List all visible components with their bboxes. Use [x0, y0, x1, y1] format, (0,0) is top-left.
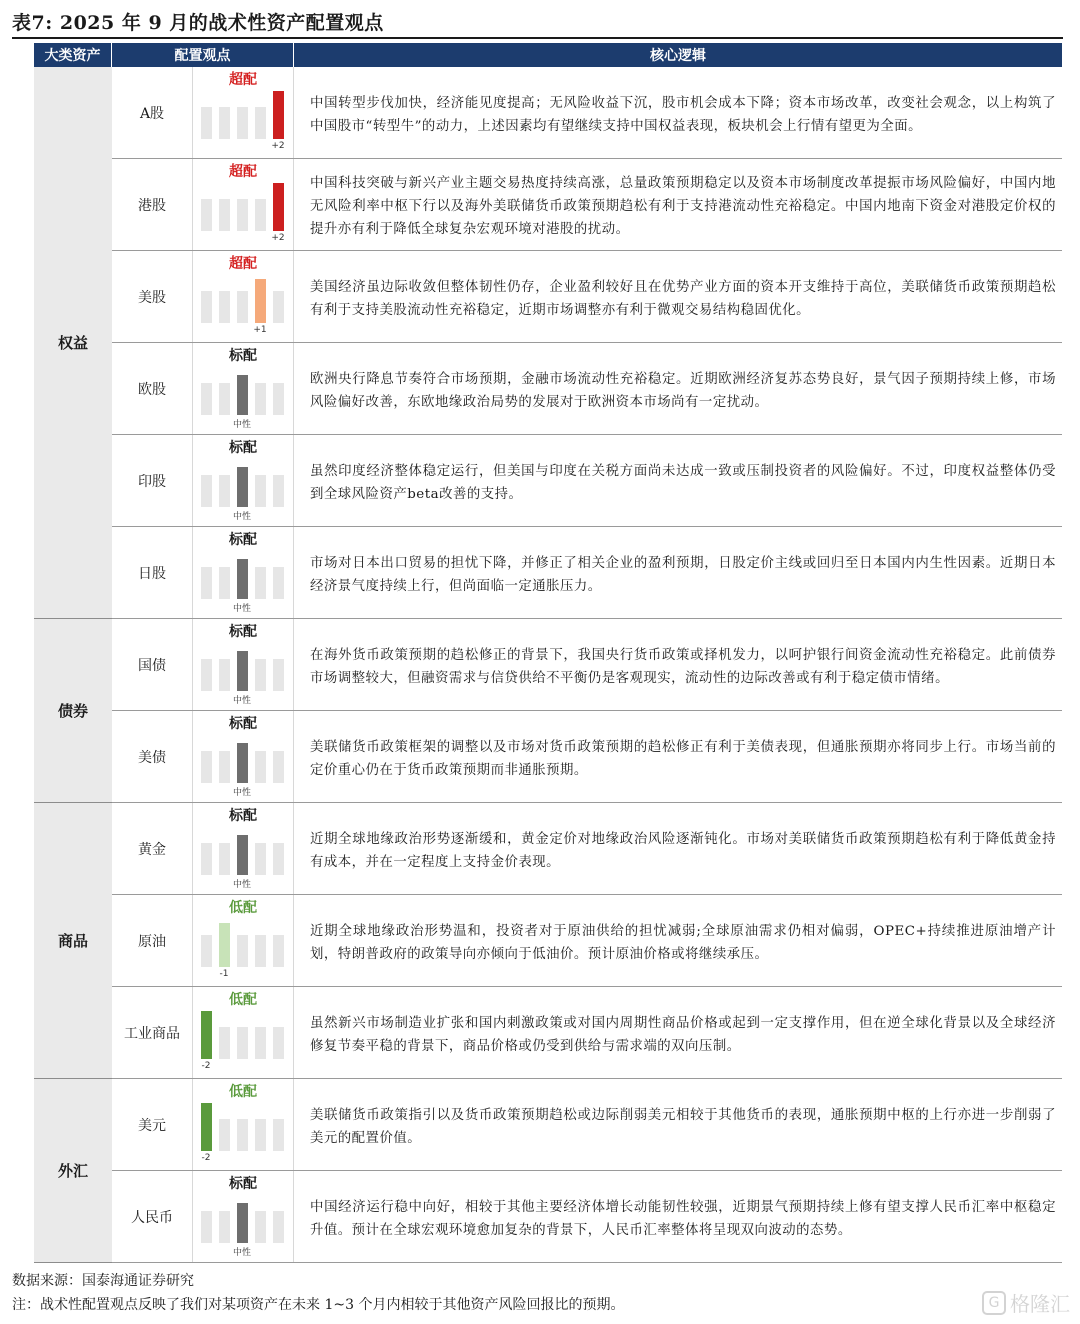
core-logic-paragraph: 美国经济虽边际收敛但整体韧性仍存，企业盈利较好且在优势产业方面的资本开支维持于高位，美联储货币政策预期趋松有利于支持美股流动性充裕稳定，近期市场调整亦有利于微观交易结构稳固优化。	[310, 279, 1056, 318]
table-row	[112, 711, 1062, 803]
score-bar-active	[201, 1011, 212, 1059]
core-logic-text	[294, 803, 1062, 894]
table-row	[112, 803, 1062, 895]
score-bar-active	[255, 279, 266, 323]
asset-name: 港股	[138, 197, 166, 214]
score-bars	[193, 825, 293, 890]
core-logic-paragraph: 虽然新兴市场制造业扩张和国内刺激政策或对国内周期性商品价格或起到一定支撑作用，但在逆全球化背景以及全球经济修复节奏平稳的背景下，商品价格或仍受到供给与需求端的双向压制。	[310, 1015, 1056, 1054]
asset-name: 原油	[138, 933, 166, 950]
score-bar	[273, 935, 284, 967]
view-gauge	[192, 159, 294, 250]
allocation-table	[34, 43, 1062, 1263]
score-bar	[255, 475, 266, 507]
header-asset-class: 大类资产	[34, 43, 112, 67]
asset-name: 黄金	[138, 841, 166, 858]
score-bar	[255, 1119, 266, 1151]
core-logic-paragraph: 美联储货币政策指引以及货币政策预期趋松或边际削弱美元相较于其他货币的表现，通胀预期中枢的上行亦进一步削弱了美元的配置价值。	[310, 1107, 1056, 1146]
score-bar	[201, 291, 212, 323]
score-bar	[219, 659, 230, 691]
score-bars	[193, 273, 293, 333]
score-tick: +2	[271, 141, 285, 151]
score-bar-active	[219, 923, 230, 967]
score-bar-active	[237, 651, 248, 691]
score-tick: 中性	[232, 512, 252, 522]
core-logic-text	[294, 251, 1062, 342]
score-bar	[237, 107, 248, 139]
score-bar	[255, 199, 266, 231]
table-row	[112, 987, 1062, 1079]
score-tick: 中性	[232, 788, 252, 798]
asset-name: 欧股	[138, 381, 166, 398]
core-logic-text	[294, 619, 1062, 710]
score-bar	[219, 383, 230, 415]
score-bar-active	[237, 559, 248, 599]
score-bar	[201, 1211, 212, 1243]
score-bar	[273, 291, 284, 323]
score-bar	[219, 567, 230, 599]
score-bar	[219, 751, 230, 783]
score-bars	[193, 457, 293, 522]
score-bar	[219, 199, 230, 231]
view-label: 超配	[229, 164, 257, 180]
view-label: 标配	[229, 808, 257, 824]
core-logic-text	[294, 1171, 1062, 1262]
score-bar	[219, 843, 230, 875]
view-label: 低配	[229, 992, 257, 1008]
score-tick: +2	[271, 233, 285, 243]
score-bar	[237, 1119, 248, 1151]
score-bar	[237, 935, 248, 967]
view-label: 标配	[229, 624, 257, 640]
view-label: 标配	[229, 440, 257, 456]
score-bar	[273, 475, 284, 507]
core-logic-paragraph: 虽然印度经济整体稳定运行，但美国与印度在关税方面尚未达成一致或压制投资者的风险偏好。不过，印度权益整体仍受到全球风险资产beta改善的支持。	[310, 463, 1056, 502]
asset-name: 国债	[138, 657, 166, 674]
score-bar-active	[237, 835, 248, 875]
asset-name: 工业商品	[124, 1025, 180, 1042]
score-bars	[193, 549, 293, 614]
logo-icon: G	[982, 1291, 1006, 1315]
score-bars	[193, 641, 293, 706]
score-bar	[237, 1027, 248, 1059]
core-logic-text	[294, 987, 1062, 1078]
score-tick: +1	[253, 325, 267, 335]
score-tick: -1	[219, 969, 229, 979]
score-bar	[219, 1211, 230, 1243]
view-label: 低配	[229, 900, 257, 916]
core-logic-paragraph: 在海外货币政策预期的趋松修正的背景下，我国央行货币政策或择机发力，以呵护银行间资金流动性充裕稳定。此前债券市场调整较大，但融资需求与信贷供给不平衡仍是客观现实，流动性的边际改善或有利于稳定债市情绪。	[310, 647, 1056, 686]
asset-name: 日股	[138, 565, 166, 582]
score-bars	[193, 917, 293, 977]
score-bar-active	[273, 183, 284, 231]
score-bar-active	[237, 743, 248, 783]
score-bar	[273, 659, 284, 691]
view-gauge	[192, 987, 294, 1078]
score-tick: 中性	[232, 420, 252, 430]
view-gauge	[192, 895, 294, 986]
score-tick: -2	[201, 1153, 211, 1163]
score-bar	[255, 751, 266, 783]
core-logic-paragraph: 欧洲央行降息节奏符合市场预期，金融市场流动性充裕稳定。近期欧洲经济复苏态势良好，景气因子预期持续上修，市场风险偏好改善，东欧地缘政治局势的发展对于欧洲资本市场尚有一定扰动。	[310, 371, 1056, 410]
score-bar	[255, 659, 266, 691]
core-logic-text	[294, 895, 1062, 986]
score-bars	[193, 365, 293, 430]
view-label: 超配	[229, 256, 257, 272]
score-bar	[201, 935, 212, 967]
view-gauge	[192, 251, 294, 342]
score-tick: 中性	[232, 604, 252, 614]
table-row	[112, 343, 1062, 435]
score-tick: 中性	[232, 696, 252, 706]
core-logic-text	[294, 343, 1062, 434]
asset-name: 印股	[138, 473, 166, 490]
score-bar	[273, 843, 284, 875]
score-tick: 中性	[232, 1248, 252, 1258]
score-bar	[255, 1027, 266, 1059]
table-row	[112, 159, 1062, 251]
score-bar	[201, 475, 212, 507]
core-logic-text	[294, 435, 1062, 526]
view-label: 标配	[229, 716, 257, 732]
core-logic-paragraph: 中国转型步伐加快，经济能见度提高；无风险收益下沉，股市机会成本下降；资本市场改革，改变社会观念，以上构筑了中国股市“转型牛”的动力，上述因素均有望继续支持中国权益表现，板块机会上行情有望更为全面。	[310, 95, 1056, 134]
table-row	[112, 895, 1062, 987]
score-bars	[193, 1009, 293, 1069]
table-row	[112, 1079, 1062, 1171]
score-bar	[273, 383, 284, 415]
score-bars	[193, 1193, 293, 1258]
score-bar-active	[273, 91, 284, 139]
view-gauge	[192, 343, 294, 434]
table-row	[112, 527, 1062, 619]
table-row	[112, 435, 1062, 527]
score-bar	[255, 567, 266, 599]
score-bar	[201, 383, 212, 415]
category-cell: 外汇	[34, 1079, 112, 1263]
score-bar-active	[237, 375, 248, 415]
score-bar	[237, 291, 248, 323]
core-logic-text	[294, 1079, 1062, 1170]
score-bar-active	[201, 1103, 212, 1151]
table-row	[112, 1171, 1062, 1263]
table-row	[112, 67, 1062, 159]
score-bar	[255, 107, 266, 139]
category-cell: 商品	[34, 803, 112, 1079]
core-logic-paragraph: 中国经济运行稳中向好，相较于其他主要经济体增长动能韧性较强，近期景气预期持续上修有望支撑人民币汇率中枢稳定升值。预计在全球宏观环境愈加复杂的背景下，人民币汇率整体将呈现双向波动的态势。	[310, 1199, 1056, 1238]
title-rule	[12, 37, 1063, 39]
score-bar	[219, 475, 230, 507]
score-bars	[193, 1101, 293, 1161]
view-label: 标配	[229, 1176, 257, 1192]
core-logic-paragraph: 美联储货币政策框架的调整以及市场对货币政策预期的趋松修正有利于美债表现，但通胀预期亦将同步上行。市场当前的定价重心仍在于货币政策预期而非通胀预期。	[310, 739, 1056, 778]
score-bar	[219, 1027, 230, 1059]
score-tick: 中性	[232, 880, 252, 890]
score-bars	[193, 181, 293, 241]
table-row	[112, 619, 1062, 711]
core-logic-paragraph: 近期全球地缘政治形势逐渐缓和，黄金定价对地缘政治风险逐渐钝化。市场对美联储货币政策预期趋松有利于降低黄金持有成本，并在一定程度上支持金价表现。	[310, 831, 1056, 870]
asset-name: A股	[139, 105, 165, 122]
category-cell: 债券	[34, 619, 112, 803]
score-bar	[255, 1211, 266, 1243]
asset-name: 美元	[138, 1117, 166, 1134]
score-bar	[201, 751, 212, 783]
view-gauge	[192, 803, 294, 894]
header-logic: 核心逻辑	[650, 48, 706, 64]
view-gauge	[192, 527, 294, 618]
view-gauge	[192, 1079, 294, 1170]
core-logic-text	[294, 67, 1062, 158]
view-label: 标配	[229, 348, 257, 364]
score-bar	[255, 935, 266, 967]
score-bar-active	[237, 467, 248, 507]
asset-name: 美股	[138, 289, 166, 306]
score-bar	[273, 751, 284, 783]
watermark-logo	[982, 1288, 1070, 1317]
asset-name: 人民币	[131, 1209, 173, 1226]
core-logic-paragraph: 市场对日本出口贸易的担忧下降，并修正了相关企业的盈利预期，日股定价主线或回归至日本国内内生性因素。近期日本经济景气度持续上行，但尚面临一定通胀压力。	[310, 555, 1056, 594]
category-cell: 权益	[34, 67, 112, 619]
view-label: 标配	[229, 532, 257, 548]
view-gauge	[192, 67, 294, 158]
score-bar	[273, 1119, 284, 1151]
score-bar	[255, 383, 266, 415]
score-bar	[219, 107, 230, 139]
score-bar	[201, 659, 212, 691]
core-logic-paragraph: 近期全球地缘政治形势温和，投资者对于原油供给的担忧减弱;全球原油需求仍相对偏弱，OPEC+持续推进原油增产计划，特朗普政府的政策导向亦倾向于低油价。预计原油价格或将继续承压。	[310, 923, 1056, 962]
score-bar	[201, 567, 212, 599]
view-gauge	[192, 711, 294, 802]
score-bar-active	[237, 1203, 248, 1243]
asset-name: 美债	[138, 749, 166, 766]
core-logic-text	[294, 159, 1062, 250]
score-bar	[273, 567, 284, 599]
view-gauge	[192, 1171, 294, 1262]
score-bar	[219, 291, 230, 323]
score-bar	[273, 1211, 284, 1243]
table-row	[112, 251, 1062, 343]
view-label: 超配	[229, 72, 257, 88]
core-logic-paragraph: 中国科技突破与新兴产业主题交易热度持续高涨，总量政策预期稳定以及资本市场制度改革提振市场风险偏好，中国内地无风险利率中枢下行以及海外美联储货币政策预期趋松有利于支持港流动性充裕稳定。中国内地南下资金对港股定价权的提升亦有利于降低全球复杂宏观环境对港股的扰动。	[310, 176, 1056, 237]
view-gauge	[192, 619, 294, 710]
watermark-text: 格隆汇	[1010, 1292, 1070, 1316]
header-view: 配置观点	[112, 43, 294, 67]
footnote: 注：战术性配置观点反映了我们对某项资产在未来 1~3 个月内相较于其他资产风险回报比的预期。	[12, 1297, 625, 1313]
table-header	[34, 43, 1062, 67]
score-bar	[219, 1119, 230, 1151]
score-bars	[193, 89, 293, 149]
view-gauge	[192, 435, 294, 526]
score-bar	[273, 1027, 284, 1059]
score-tick: -2	[201, 1061, 211, 1071]
view-label: 低配	[229, 1084, 257, 1100]
score-bar	[237, 199, 248, 231]
table-title: 表7: 2025 年 9 月的战术性资产配置观点	[12, 12, 384, 34]
score-bar	[201, 107, 212, 139]
core-logic-text	[294, 711, 1062, 802]
score-bar	[201, 199, 212, 231]
score-bar	[255, 843, 266, 875]
score-bar	[201, 843, 212, 875]
core-logic-text	[294, 527, 1062, 618]
source-note: 数据来源：国泰海通证券研究	[12, 1273, 194, 1289]
score-bars	[193, 733, 293, 798]
table-body	[34, 67, 1062, 1263]
